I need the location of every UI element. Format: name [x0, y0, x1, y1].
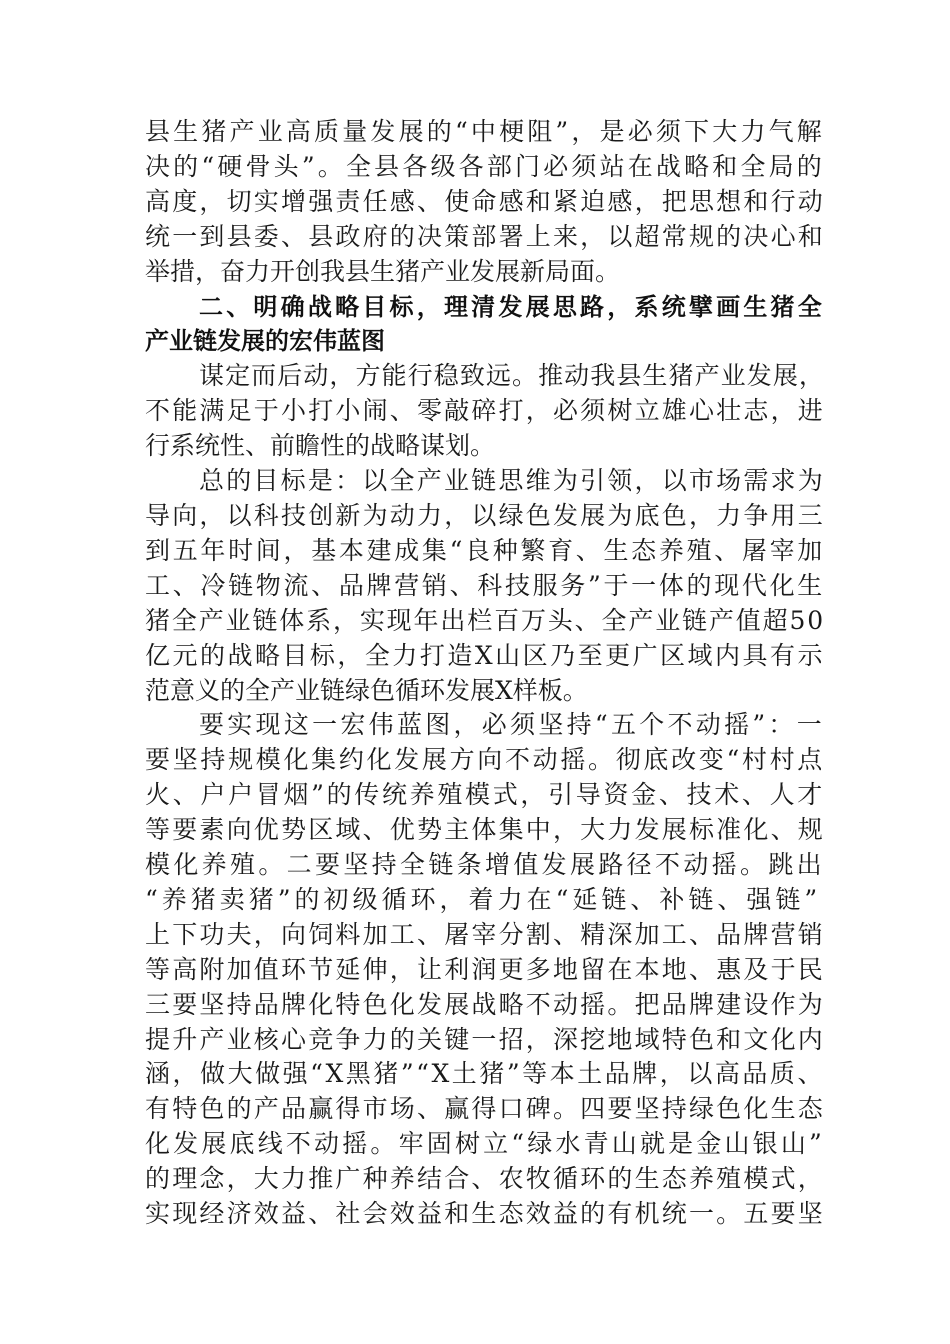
- text-line: 亿元的战略目标，全力打造X山区乃至更广区域内具有示: [145, 640, 825, 670]
- text-line: 实现经济效益、社会效益和生态效益的有机统一。五要坚: [145, 1199, 825, 1229]
- text-line: 提升产业核心竞争力的关键一招，深挖地域特色和文化内: [145, 1024, 825, 1054]
- text-line: 等高附加值环节延伸，让利润更多地留在本地、惠及于民: [145, 954, 825, 984]
- text-line: 行系统性、前瞻性的战略谋划。: [145, 431, 496, 461]
- text-line: 上下功夫，向饲料加工、屠宰分割、精深加工、品牌营销: [145, 919, 825, 949]
- text-line: 决的“硬骨头”。全县各级各部门必须站在战略和全局的: [145, 151, 825, 181]
- text-line: 不能满足于小打小闹、零敲碎打，必须树立雄心壮志，进: [145, 396, 825, 426]
- text-line: 县生猪产业高质量发展的“中梗阻”，是必须下大力气解: [145, 117, 825, 146]
- text-line: 模化养殖。二要坚持全链条增值发展路径不动摇。跳出: [145, 850, 825, 880]
- text-line: 等要素向优势区域、优势主体集中，大力发展标准化、规: [145, 815, 825, 845]
- text-line: 火、户户冒烟”的传统养殖模式，引导资金、技术、人才: [145, 780, 825, 810]
- text-line: 工、冷链物流、品牌营销、科技服务”于一体的现代化生: [145, 570, 825, 600]
- text-line: 猪全产业链体系，实现年出栏百万头、全产业链产值超50: [145, 605, 825, 635]
- text-line: 涵，做大做强“X黑猪”“X土猪”等本土品牌，以高品质、: [145, 1059, 825, 1089]
- document-body: [145, 115, 825, 1232]
- text-line: 谋定而后动，方能行稳致远。推动我县生猪产业发展，: [199, 361, 825, 391]
- text-line: 到五年时间，基本建成集“良种繁育、生态养殖、屠宰加: [145, 535, 825, 565]
- text-line: “养猪卖猪”的初级循环，着力在“延链、补链、强链”: [145, 884, 822, 914]
- text-line: 统一到县委、县政府的决策部署上来，以超常规的决心和: [145, 221, 825, 251]
- text-line: 导向，以科技创新为动力，以绿色发展为底色，力争用三: [145, 500, 825, 530]
- text-line: 高度，切实增强责任感、使命感和紧迫感，把思想和行动: [145, 186, 825, 216]
- text-line: 范意义的全产业链绿色循环发展X样板。: [145, 675, 588, 705]
- text-line: 要坚持规模化集约化发展方向不动摇。彻底改变“村村点: [145, 745, 825, 775]
- text-line: 要实现这一宏伟蓝图，必须坚持“五个不动摇”：一: [199, 710, 825, 740]
- text-line: 总的目标是：以全产业链思维为引领，以市场需求为: [199, 466, 825, 496]
- section-heading: 二、明确战略目标，理清发展思路，系统擘画生猪全: [199, 292, 825, 321]
- text-line: 有特色的产品赢得市场、赢得口碑。四要坚持绿色化生态: [145, 1094, 825, 1124]
- text-line: 三要坚持品牌化特色化发展战略不动摇。把品牌建设作为: [145, 989, 825, 1019]
- text-line: 化发展底线不动摇。牢固树立“绿水青山就是金山银山”: [145, 1129, 825, 1159]
- text-line: 的理念，大力推广种养结合、农牧循环的生态养殖模式，: [145, 1164, 825, 1194]
- section-heading: 产业链发展的宏伟蓝图: [145, 327, 385, 356]
- text-line: 举措，奋力开创我县生猪产业发展新局面。: [145, 256, 621, 286]
